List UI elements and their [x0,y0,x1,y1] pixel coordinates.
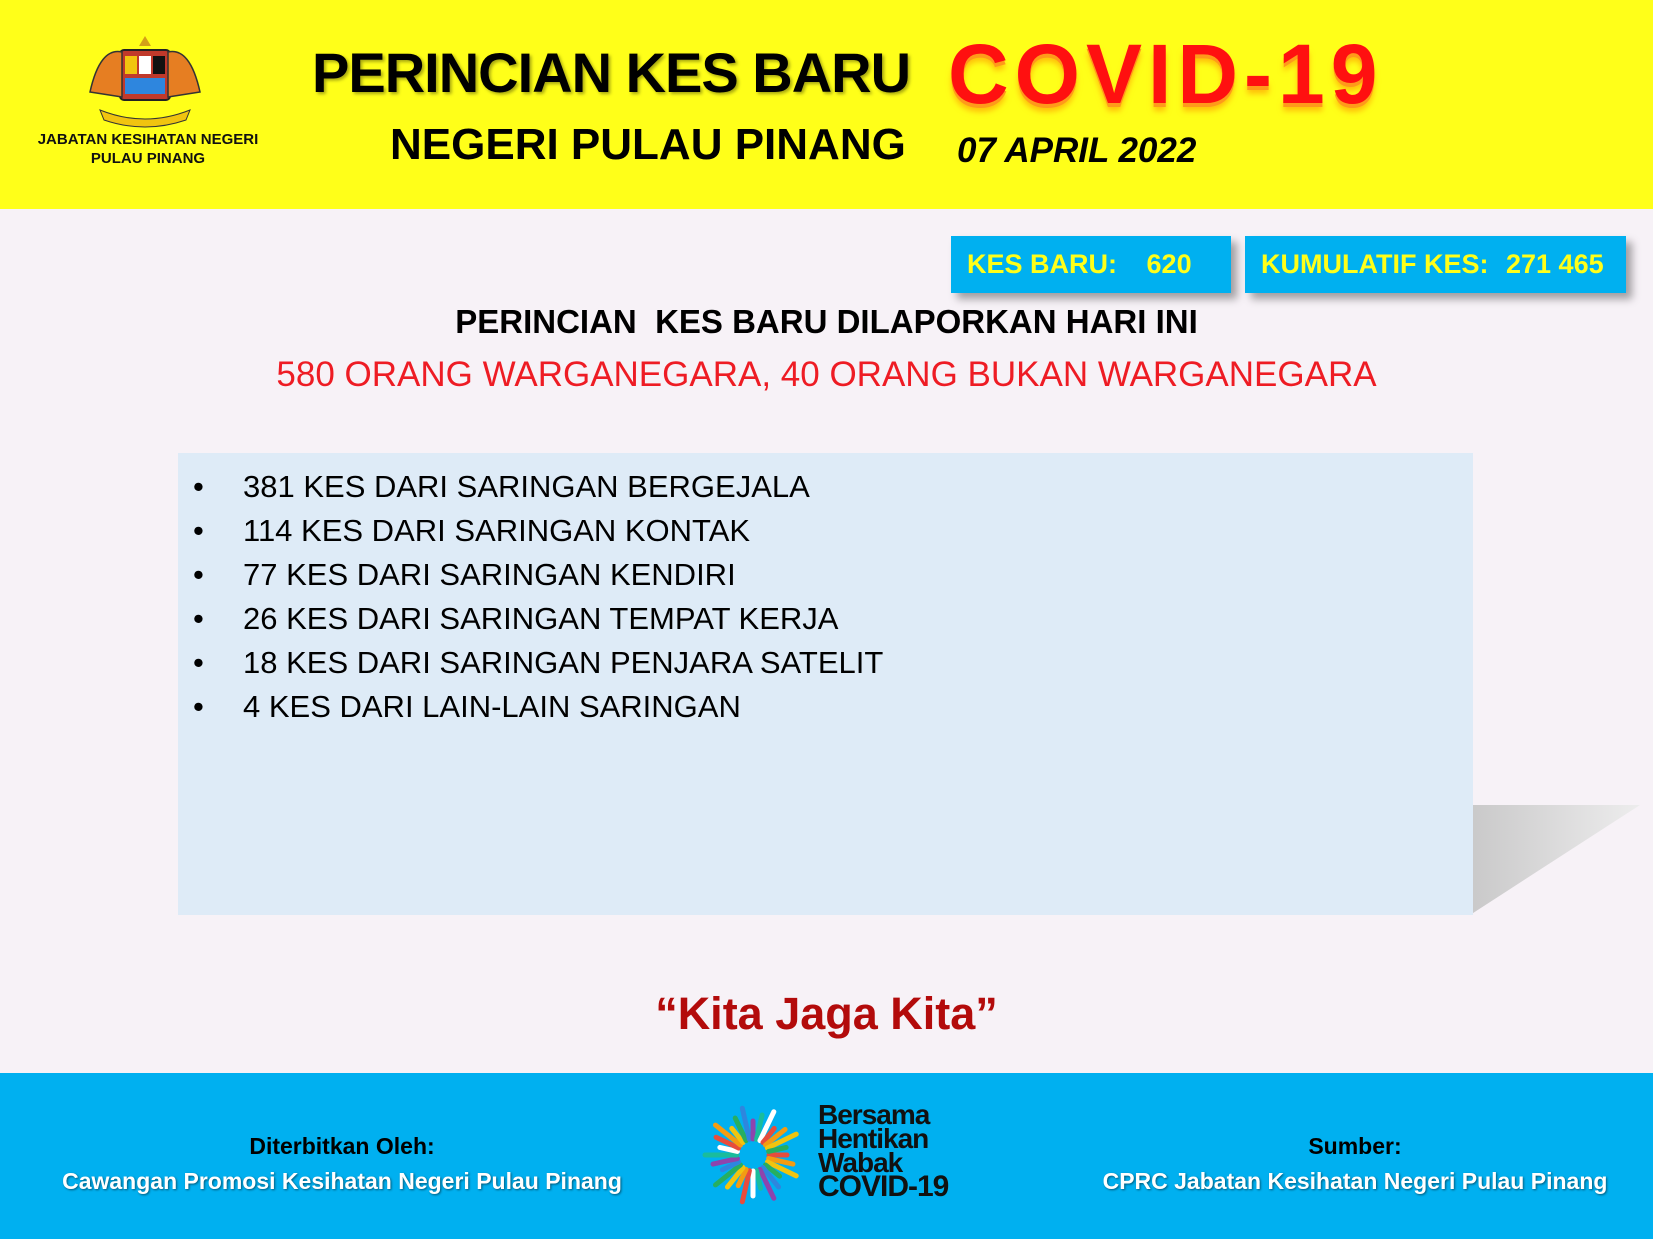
report-date: 07 APRIL 2022 [957,131,1197,170]
header-banner [0,0,1653,209]
decorative-shadow [1470,805,1640,915]
source-name: CPRC Jabatan Kesihatan Negeri Pulau Pinang [1102,1168,1608,1194]
page-title: PERINCIAN KES BARU [312,41,911,104]
publisher-name: Cawangan Promosi Kesihatan Negeri Pulau Pinang [62,1168,622,1194]
case-breakdown-list [178,453,1473,915]
state-title: NEGERI PULAU PINANG [390,120,906,169]
campaign-line: COVID-19 [818,1170,949,1203]
new-cases-value: 620 [1146,249,1192,279]
list-item: • 381 KES DARI SARINGAN BERGEJALA [243,465,1473,509]
list-item: • 26 KES DARI SARINGAN TEMPAT KERJA [243,597,1473,641]
campaign-line: Bersama [818,1099,930,1130]
list-item: • 18 KES DARI SARINGAN PENJARA SATELIT [243,641,1473,685]
cumulative-cases-badge [1245,236,1626,293]
list-item: • 4 KES DARI LAIN-LAIN SARINGAN [243,685,1473,729]
source-label: Sumber: [1308,1133,1402,1159]
coat-of-arms-icon [80,32,210,132]
cumulative-cases-label: KUMULATIF KES: [1261,249,1489,279]
campaign-line: Hentikan [818,1123,929,1154]
publisher-label: Diterbitkan Oleh: [249,1133,435,1159]
campaign-line: Wabak [818,1147,903,1178]
footer-banner [0,1073,1653,1239]
list-item: • 77 KES DARI SARINGAN KENDIRI [243,553,1473,597]
list-item: • 114 KES DARI SARINGAN KONTAK [243,509,1473,553]
department-name: JABATAN KESIHATAN NEGERI PULAU PINANG [37,131,259,167]
slogan: “Kita Jaga Kita” [655,988,998,1039]
covid-title: COVID-19 [948,27,1384,121]
summary-heading: PERINCIAN KES BARU DILAPORKAN HARI INI [455,303,1198,340]
sunburst-logo-icon [698,1100,808,1210]
new-cases-label: KES BARU: [967,249,1118,279]
campaign-logo-text [818,1099,949,1203]
citizenship-breakdown: 580 ORANG WARGANEGARA, 40 ORANG BUKAN WARGANEGARA [276,355,1377,394]
cumulative-cases-value: 271 465 [1506,249,1604,279]
new-cases-badge [951,236,1231,293]
